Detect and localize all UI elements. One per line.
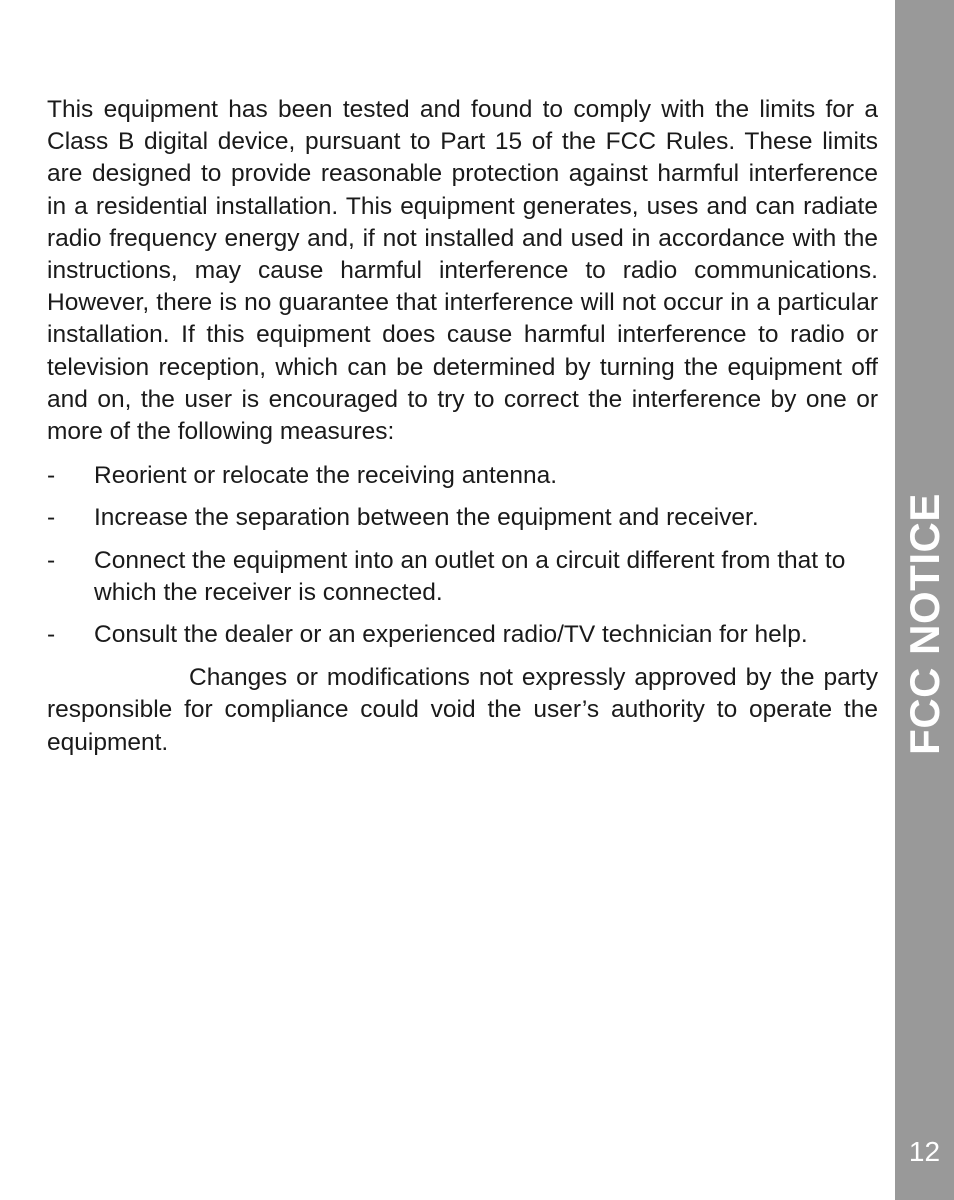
list-item-text: Increase the separation between the equipment and receiver. bbox=[94, 504, 759, 532]
list-item-text: Reorient or relocate the receiving antenna. bbox=[94, 462, 558, 490]
caution-paragraph: Changes or modifications not expressly approved by the party responsible for compliance could void the user’s authority to operate the equipment. bbox=[47, 664, 878, 756]
list-item bbox=[47, 545, 878, 609]
page-number: 12 bbox=[908, 1136, 941, 1167]
list-item-text: Consult the dealer or an experienced radio/TV technician for help. bbox=[94, 621, 808, 649]
list-bullet: - bbox=[47, 462, 56, 490]
intro-paragraph: This equipment has been tested and found to comply with the limits for a Class B digital device, pursuant to Part 15 of the FCC Rules. These limits are designed to provide reasonable protection against harmful interference in a residential installation. This equipment generates, uses and can radiate radio frequency energy and, if not installed and used in accordance with the instructions, may cause harmful interference to radio communications. However, there is no guarantee that interference will not occur in a particular installation. If this equipment does cause harmful interference to radio or television reception, which can be determined by turning the equipment off and on, the user is encouraged to try to correct the interference by one or more of the following measures: bbox=[47, 96, 878, 446]
list-bullet: - bbox=[47, 621, 56, 649]
list-item bbox=[47, 619, 878, 651]
list-bullet: - bbox=[47, 504, 56, 532]
measures-list bbox=[47, 460, 878, 651]
document-body bbox=[47, 94, 878, 759]
list-item-text: Connect the equipment into an outlet on a circuit different from that to which the receiver is connected. bbox=[94, 546, 846, 606]
list-bullet: - bbox=[47, 546, 56, 574]
section-title: FCC NOTICE bbox=[900, 493, 948, 755]
list-item bbox=[47, 502, 878, 534]
side-tab bbox=[895, 0, 954, 1200]
list-item bbox=[47, 460, 878, 492]
